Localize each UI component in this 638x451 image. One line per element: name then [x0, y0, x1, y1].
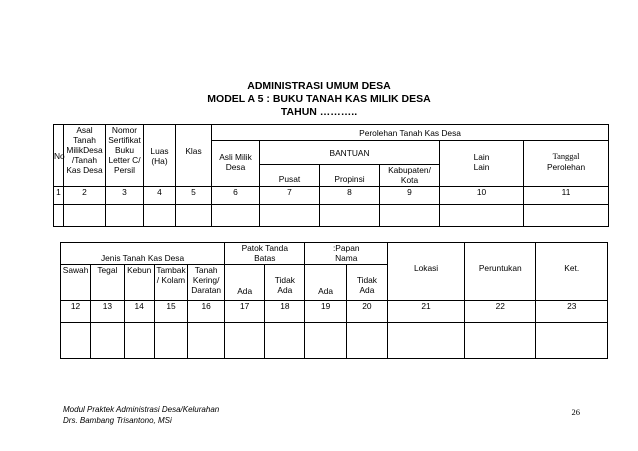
col-papan-tidak-ada: Tidak Ada [346, 265, 387, 301]
num-cell: 2 [64, 187, 106, 205]
num-cell: 15 [154, 301, 187, 323]
num-cell: 18 [265, 301, 305, 323]
col-lokasi: Lokasi [388, 243, 465, 301]
page-number: 26 [571, 407, 580, 417]
col-tegal: Tegal [91, 265, 124, 301]
num-cell: 11 [524, 187, 609, 205]
land-asset-table-1 [53, 124, 609, 227]
col-luas: Luas (Ha) [144, 125, 176, 187]
col-papan-nama: :Papan Nama [305, 243, 388, 265]
col-patok-tanda-batas: Patok Tanda Batas [225, 243, 305, 265]
num-cell: 20 [346, 301, 387, 323]
col-patok-tidak-ada: Tidak Ada [265, 265, 305, 301]
col-patok-ada: Ada [225, 265, 265, 301]
num-cell: 21 [388, 301, 465, 323]
col-tambak-kolam: Tambak / Kolam [154, 265, 187, 301]
col-papan-ada: Ada [305, 265, 346, 301]
column-number-row [61, 301, 608, 323]
document-model: MODEL A 5 : BUKU TANAH KAS MILIK DESA [207, 93, 431, 105]
empty-entry-row [61, 323, 608, 359]
col-no: No [54, 125, 64, 187]
num-cell: 9 [380, 187, 440, 205]
column-number-row [54, 187, 609, 205]
col-nomor-sertifikat: Nomor Sertifikat Buku Letter C/ Persil [106, 125, 144, 187]
num-cell: 1 [54, 187, 64, 205]
num-cell: 7 [260, 187, 320, 205]
num-cell: 3 [106, 187, 144, 205]
empty-entry-row [54, 205, 609, 227]
col-klas: Klas [176, 125, 212, 187]
col-pusat: Pusat [260, 165, 320, 187]
land-asset-table-2 [60, 242, 608, 359]
col-tanah-kering: Tanah Kering/ Daratan [188, 265, 225, 301]
num-cell: 12 [61, 301, 91, 323]
col-kebun: Kebun [124, 265, 154, 301]
col-kabupaten-kota: Kabupaten/ Kota [380, 165, 440, 187]
num-cell: 8 [320, 187, 380, 205]
col-bantuan: BANTUAN [260, 141, 440, 165]
document-year: TAHUN ……….. [280, 106, 358, 118]
num-cell: 5 [176, 187, 212, 205]
num-cell: 23 [536, 301, 608, 323]
col-peruntukan: Peruntukan [465, 243, 536, 301]
col-asal: Asal Tanah MilikDesa /Tanah Kas Desa [64, 125, 106, 187]
col-tanggal-perolehan: Tanggal Perolehan [524, 141, 609, 187]
num-cell: 19 [305, 301, 346, 323]
num-cell: 6 [212, 187, 260, 205]
footer-module-title: Modul Praktek Administrasi Desa/Kelurahan [63, 405, 220, 414]
col-sawah: Sawah [61, 265, 91, 301]
col-lain-lain: Lain Lain [440, 141, 524, 187]
num-cell: 4 [144, 187, 176, 205]
num-cell: 13 [91, 301, 124, 323]
num-cell: 16 [188, 301, 225, 323]
document-title: ADMINISTRASI UMUM DESA [247, 80, 391, 92]
col-ket: Ket. [536, 243, 608, 301]
num-cell: 14 [124, 301, 154, 323]
col-asli-milik: Asli Milik Desa [212, 141, 260, 187]
col-propinsi: Propinsi [320, 165, 380, 187]
num-cell: 10 [440, 187, 524, 205]
col-perolehan: Perolehan Tanah Kas Desa [212, 125, 609, 141]
num-cell: 22 [465, 301, 536, 323]
num-cell: 17 [225, 301, 265, 323]
col-jenis-tanah: Jenis Tanah Kas Desa [61, 243, 225, 265]
footer-author: Drs. Bambang Trisantono, MSi [63, 416, 172, 425]
